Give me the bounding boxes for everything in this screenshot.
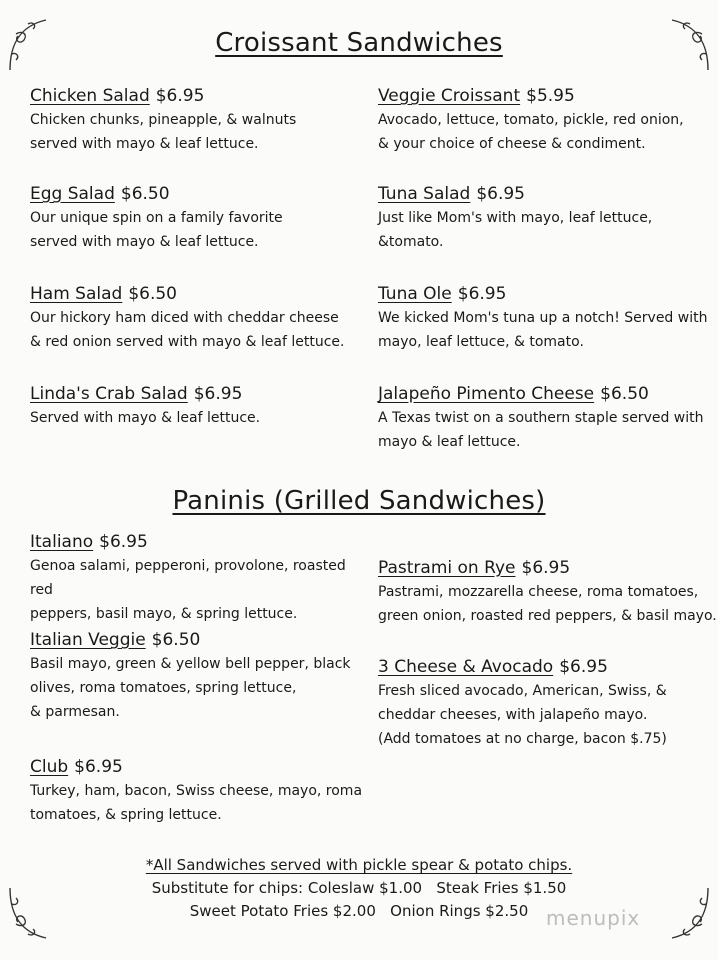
item-description: Just like Mom's with mayo, leaf lettuce, &tomato. [378, 210, 653, 250]
menu-item [378, 382, 718, 454]
item-price: $6.50 [151, 630, 201, 650]
item-price: $6.95 [99, 532, 148, 552]
item-name: Veggie Croissant [378, 86, 521, 106]
item-name: Jalapeño Pimento Cheese [378, 384, 595, 404]
item-description: Served with mayo & leaf lettuce. [30, 410, 261, 426]
menu-item [378, 182, 718, 254]
item-description: Basil mayo, green & yellow bell pepper, black olives, roma tomatoes, spring lettuce, & parmesan. [30, 656, 351, 720]
item-price: $6.95 [521, 558, 571, 578]
item-name: Tuna Salad [378, 184, 471, 204]
substitution-line: Substitute for chips: Coleslaw $1.00 Steak Fries $1.50 [151, 879, 567, 897]
menu-item [30, 182, 370, 254]
item-description: Our unique spin on a family favorite served with mayo & leaf lettuce. [30, 210, 283, 250]
item-name: 3 Cheese & Avocado [378, 657, 554, 677]
item-name: Italian Veggie [30, 630, 146, 650]
item-name: Italiano [30, 532, 94, 552]
item-name: Egg Salad [30, 184, 115, 204]
item-description: Genoa salami, pepperoni, provolone, roasted red peppers, basil mayo, & spring lettuce. [30, 558, 346, 622]
item-description: Our hickory ham diced with cheddar cheese & red onion served with mayo & leaf lettuce. [30, 310, 345, 350]
section-heading-croissant: Croissant Sandwiches [215, 28, 503, 58]
item-description: A Texas twist on a southern staple served with mayo & leaf lettuce. [378, 410, 704, 450]
item-name: Tuna Ole [378, 284, 452, 304]
menu-item [30, 84, 370, 156]
item-description: We kicked Mom's tuna up a notch! Served with mayo, leaf lettuce, & tomato. [378, 310, 708, 350]
item-price: $6.95 [155, 86, 205, 106]
item-price: $6.95 [74, 757, 123, 777]
item-price: $6.95 [193, 384, 243, 404]
section-heading-paninis: Paninis (Grilled Sandwiches) [172, 486, 546, 516]
menu-item [30, 628, 370, 724]
menu-item [378, 655, 718, 751]
menu-item [30, 755, 370, 827]
item-price: $6.95 [457, 284, 507, 304]
menu-item [30, 382, 370, 430]
menu-item [378, 84, 718, 156]
item-price: $6.95 [476, 184, 525, 204]
menu-item [378, 556, 718, 628]
watermark-logo: menupix [546, 906, 641, 930]
item-price: $6.50 [600, 384, 649, 404]
item-name: Linda's Crab Salad [30, 384, 188, 404]
item-description: Chicken chunks, pineapple, & walnuts served with mayo & leaf lettuce. [30, 112, 297, 152]
item-description: Turkey, ham, bacon, Swiss cheese, mayo, roma tomatoes, & spring lettuce. [30, 783, 363, 823]
item-name: Chicken Salad [30, 86, 150, 106]
item-price: $6.95 [559, 657, 608, 677]
item-name: Pastrami on Rye [378, 558, 516, 578]
substitution-line: Sweet Potato Fries $2.00 Onion Rings $2.50 [189, 902, 529, 920]
item-name: Club [30, 757, 69, 777]
item-price: $6.50 [128, 284, 177, 304]
item-price: $5.95 [526, 86, 575, 106]
item-description: Pastrami, mozzarella cheese, roma tomatoes, green onion, roasted red peppers, & basil mayo. [378, 584, 717, 624]
item-name: Ham Salad [30, 284, 123, 304]
sides-note: *All Sandwiches served with pickle spear & potato chips. [145, 856, 573, 874]
item-description: Avocado, lettuce, tomato, pickle, red onion, & your choice of cheese & condiment. [378, 112, 684, 152]
menu-item [378, 282, 718, 354]
menu-item [30, 282, 370, 354]
item-description: Fresh sliced avocado, American, Swiss, & cheddar cheeses, with jalapeño mayo. (Add tomatoes at no charge, bacon $.75) [378, 683, 667, 747]
item-price: $6.50 [120, 184, 170, 204]
menu-item [30, 530, 370, 626]
